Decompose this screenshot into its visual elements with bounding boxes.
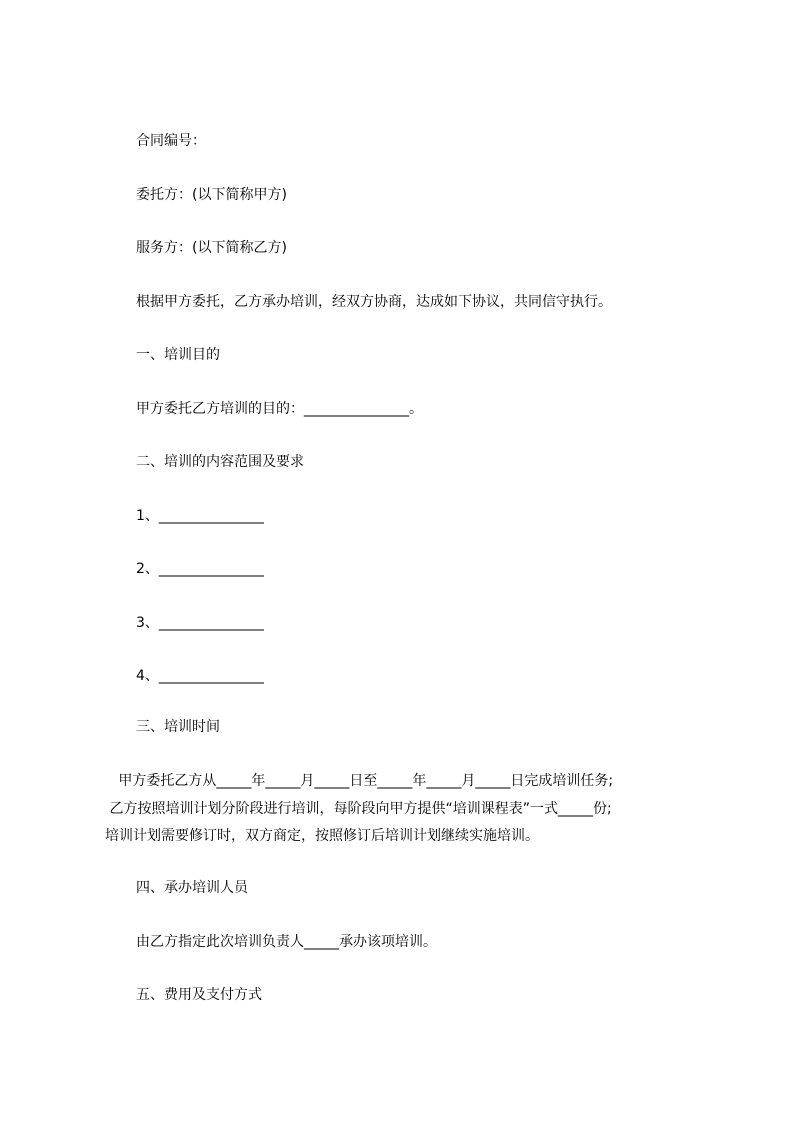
- section1-text: 甲方委托乙方培训的目的：_______________。: [136, 401, 423, 417]
- section2-item-3: 3、_______________: [136, 615, 264, 631]
- section2-item-1: 1、_______________: [136, 508, 264, 524]
- section1-heading: 一、培训目的: [136, 347, 220, 363]
- client-label: 委托方：(以下简称甲方): [136, 187, 287, 203]
- section3-heading: 三、培训时间: [136, 719, 220, 735]
- section2-item-2: 2、_______________: [136, 561, 264, 577]
- contract-number-label: 合同编号：: [136, 133, 206, 149]
- section5-heading: 五、费用及支付方式: [136, 987, 262, 1003]
- section2-heading: 二、培训的内容范围及要求: [136, 454, 304, 470]
- section4-heading: 四、承办培训人员: [136, 880, 248, 896]
- section3-line-2: 乙方按照培训计划分阶段进行培训，每阶段向甲方提供“培训课程表”一式_____份;: [105, 801, 612, 817]
- section4-text: 由乙方指定此次培训负责人_____承办该项培训。: [136, 934, 437, 950]
- section3-line-1: 甲方委托乙方从_____年_____月_____日至_____年_____月_____日完成培训任务;: [105, 773, 614, 789]
- section3-line-3: 培训计划需要修订时，双方商定，按照修订后培训计划继续实施培训。: [105, 828, 539, 844]
- section2-item-4: 4、_______________: [136, 668, 264, 684]
- preamble: 根据甲方委托，乙方承办培训，经双方协商，达成如下协议，共同信守执行。: [136, 294, 612, 310]
- provider-label: 服务方：(以下简称乙方): [136, 240, 287, 256]
